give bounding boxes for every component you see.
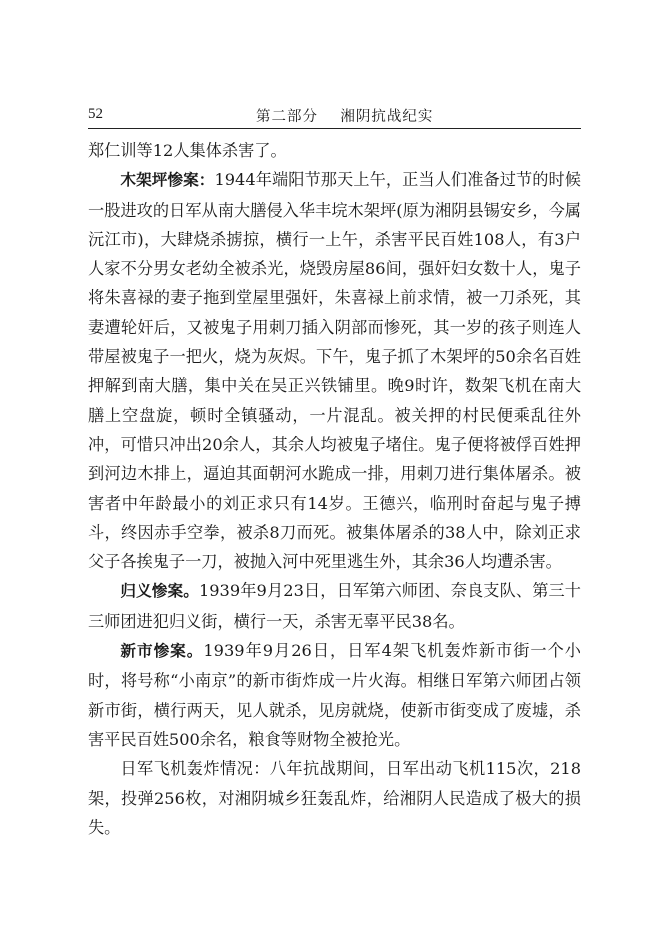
paragraph-continuation <box>88 136 581 165</box>
body-text <box>88 136 581 842</box>
paragraph-guiyi-massacre <box>88 576 581 636</box>
paragraph-text: 日军飞机轰炸情况：八年抗战期间，日军出动飞机115次，218架，投弹256枚，对湘阴城乡狂轰乱炸，给湘阴人民造成了极大的损失。 <box>88 759 581 837</box>
paragraph-xinshi-massacre <box>88 636 581 754</box>
paragraph-text: 1939年9月26日，日军4架飞机轰炸新市街一个小时，将号称“小南京”的新市街炸成一片火海。相继日军第六师团占领新市街，横行两天，见人就杀，见房就烧，使新市街变成了废墟，杀害平民百姓500余名，粮食等财物全被抢光。 <box>88 641 581 749</box>
page-header <box>88 104 581 129</box>
paragraph-text: 1944年端阳节那天上午，正当人们准备过节的时候一股进攻的日军从南大膳侵入华丰垸木架坪(原为湘阴县锡安乡，今属沅江市)，大肆烧杀掳掠，横行一上午，杀害平民百姓108人，有3户人家不分男女老幼全被杀光，烧毁房屋86间，强奸妇女数十人，鬼子将朱喜禄的妻子拖到堂屋里强奸，朱喜禄上前求情，被一刀杀死，其妻遭轮奸后，又被鬼子用刺刀插入阴部而惨死，其一岁的孩子则连人带屋被鬼子一把火，烧为灰烬。下午，鬼子抓了木架坪的50余名百姓押解到南大膳，集中关在吴正兴铁铺里。晚9时许，数架飞机在南大膳上空盘旋，顿时全镇骚动，一片混乱。被关押的村民便乘乱往外冲，可惜只冲出20余人，其余人均被鬼子堵住。鬼子便将被俘百姓押到河边木排上，逼迫其面朝河水跪成一排，用刺刀进行集体屠杀。被害者中年龄最小的刘正求只有14岁。王德兴，临刑时奋起与鬼子搏斗，终因赤手空拳，被杀8刀而死。被集体屠杀的38人中，除刘正求父子各挨鬼子一刀，被抛入河中死里逃生外，其余36人均遭杀害。 <box>88 170 581 572</box>
paragraph-air-raids <box>88 754 581 842</box>
section-title: 新市惨案。 <box>120 642 204 661</box>
running-head: 第二部分 湘阴抗战纪实 <box>256 109 434 125</box>
paragraph-text: 1939年9月23日，日军第六师团、奈良支队、第三十三师团进犯归义街，横行一天，杀害无辜平民38名。 <box>88 581 581 631</box>
page-number: 52 <box>88 106 103 122</box>
paragraph-mujiaping-massacre <box>88 165 581 576</box>
section-title: 归义惨案。 <box>120 582 199 601</box>
paragraph-text: 郑仁训等12人集体杀害了。 <box>88 141 287 160</box>
section-title: 木架坪惨案： <box>120 171 215 190</box>
